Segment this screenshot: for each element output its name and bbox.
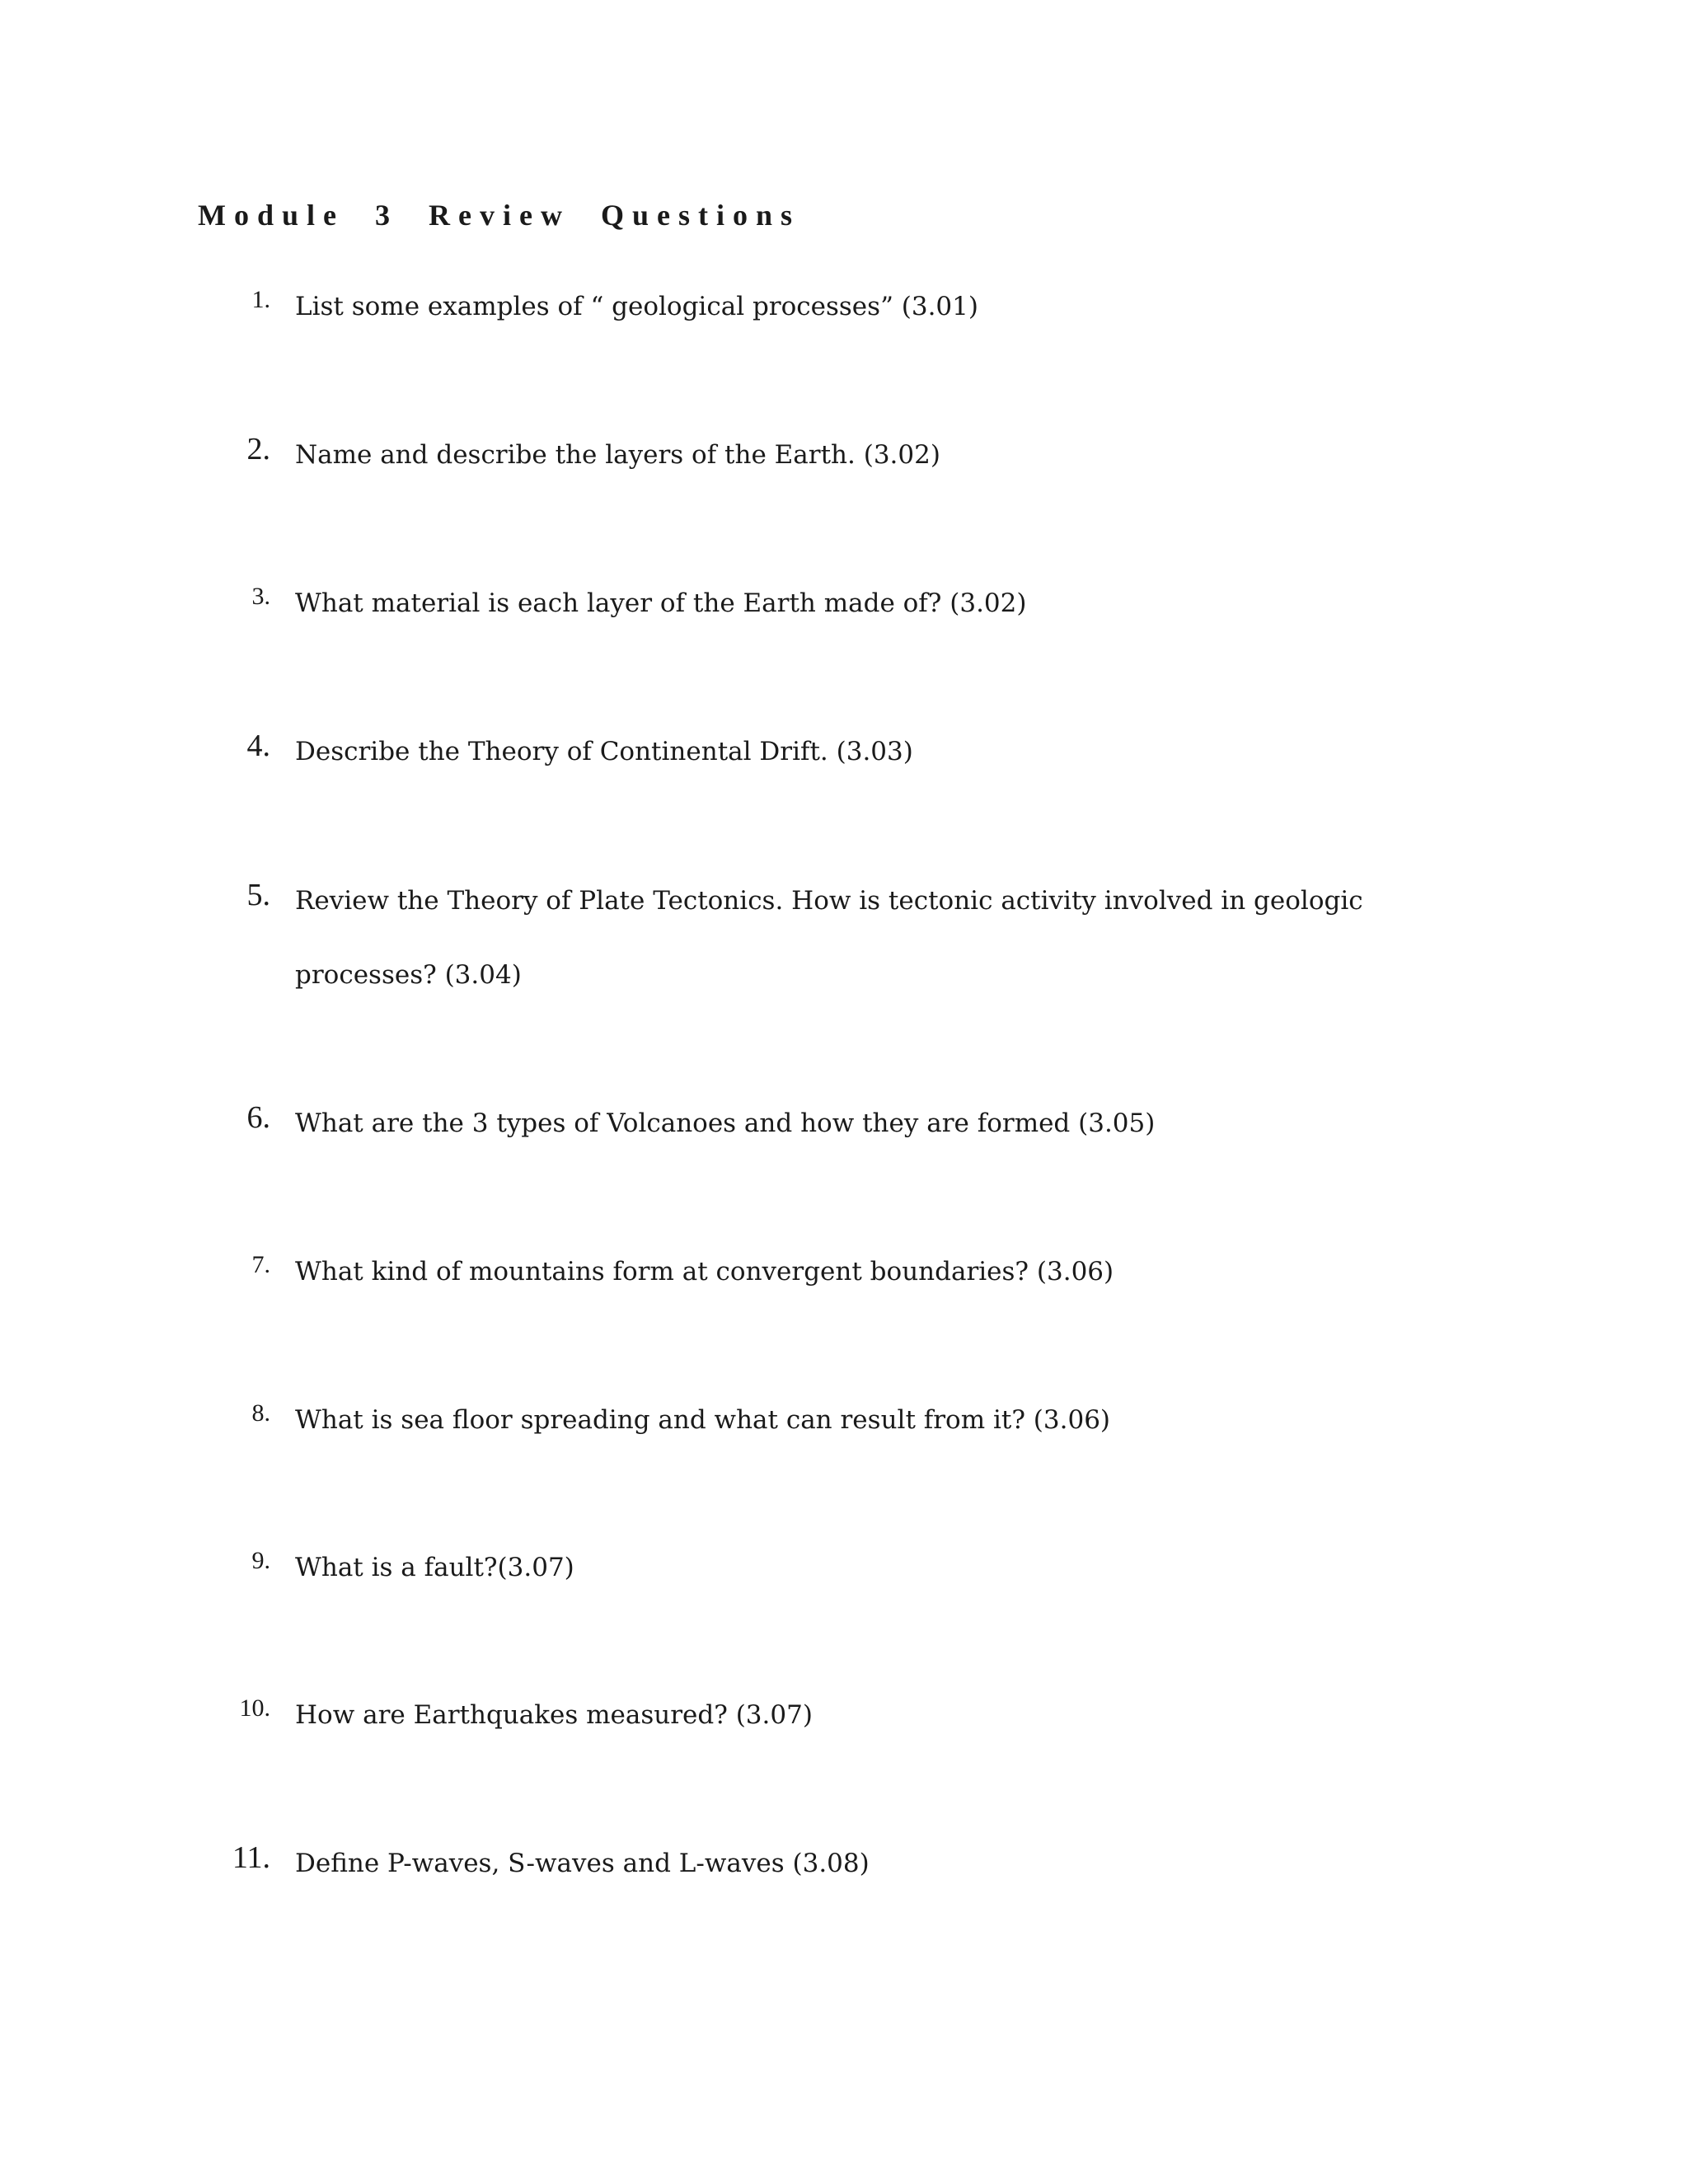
- question-number: 3.: [251, 583, 270, 610]
- question-text-line-2: processes? (3.04): [295, 960, 522, 990]
- question-number: 4.: [246, 729, 270, 763]
- question-text: Name and describe the layers of the Earth. (3.02): [295, 440, 940, 470]
- question-number: 6.: [246, 1100, 270, 1135]
- question-text: List some examples of “ geological processes” (3.01): [295, 292, 978, 321]
- question-number: 7.: [251, 1251, 270, 1278]
- question-text: How are Earthquakes measured? (3.07): [295, 1700, 813, 1730]
- question-text: What is sea floor spreading and what can result from it? (3.06): [295, 1405, 1111, 1435]
- question-number: 10.: [239, 1694, 270, 1722]
- question-text: What material is each layer of the Earth made of? (3.02): [295, 588, 1027, 618]
- question-text: Define P-waves, S-waves and L-waves (3.08): [295, 1849, 870, 1878]
- question-number: 11.: [232, 1840, 270, 1875]
- question-number: 5.: [246, 878, 270, 912]
- question-number: 8.: [251, 1399, 270, 1427]
- question-text: What are the 3 types of Volcanoes and how they are formed (3.05): [295, 1108, 1156, 1138]
- question-number: 2.: [246, 432, 270, 466]
- question-text: Describe the Theory of Continental Drift. (3.03): [295, 737, 913, 766]
- question-text: What kind of mountains form at convergent boundaries? (3.06): [295, 1257, 1114, 1286]
- question-text: What is a fault?(3.07): [295, 1553, 574, 1582]
- question-number: 1.: [251, 286, 270, 313]
- question-text-line-1: Review the Theory of Plate Tectonics. How is tectonic activity involved in geologic: [295, 886, 1363, 916]
- page-title: Module 3 Review Questions: [198, 199, 800, 232]
- question-number: 9.: [251, 1547, 270, 1574]
